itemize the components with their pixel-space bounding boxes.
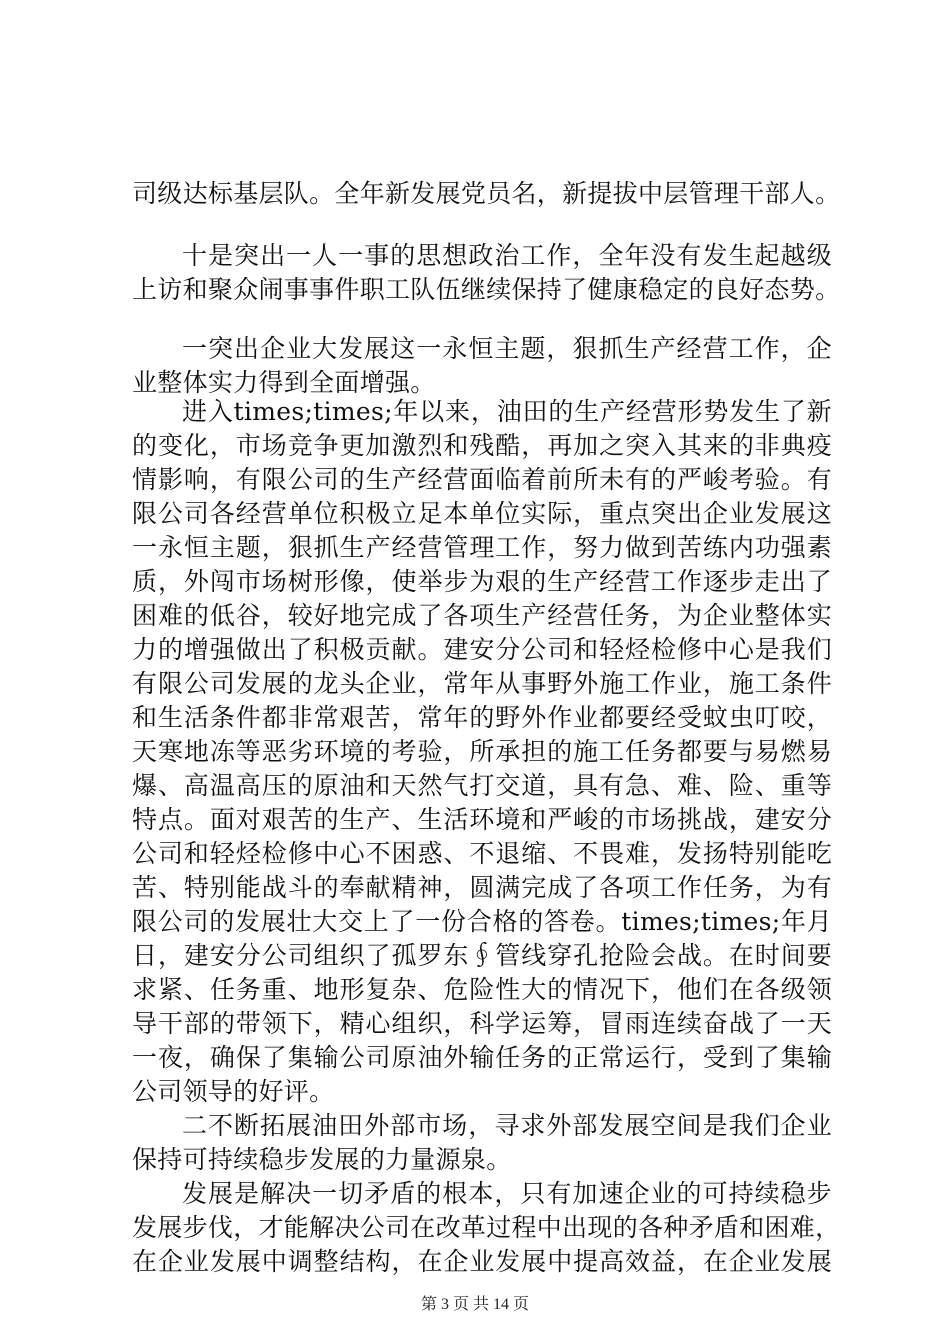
body-line: 一突出企业大发展这一永恒主题，狠抓生产经营工作，企 — [182, 334, 832, 363]
body-line: 导干部的带领下，精心组织，科学运筹，冒雨连续奋战了一天 — [132, 1009, 832, 1038]
body-line: 日，建安分公司组织了孤罗东∮管线穿孔抢险会战。在时间要 — [132, 941, 832, 970]
body-line: 一永恒主题，狠抓生产经营管理工作，努力做到苦练内功强素 — [132, 533, 832, 562]
body-line: 有限公司发展的龙头企业，常年从事野外施工作业，施工条件 — [132, 669, 832, 698]
body-line: 司级达标基层队。全年新发展党员名，新提拔中层管理干部人。 — [132, 179, 841, 208]
body-line: 和生活条件都非常艰苦，常年的野外作业都要经受蚊虫叮咬， — [132, 703, 832, 732]
body-line: 二不断拓展油田外部市场，寻求外部发展空间是我们企业 — [182, 1111, 832, 1140]
body-line: 发展是解决一切矛盾的根本，只有加速企业的可持续稳步 — [182, 1179, 832, 1208]
body-line: 十是突出一人一事的思想政治工作，全年没有发生起越级 — [182, 241, 832, 270]
body-line: 一夜，确保了集输公司原油外输任务的正常运行，受到了集输 — [132, 1043, 832, 1072]
body-line: 保持可持续稳步发展的力量源泉。 — [132, 1145, 512, 1174]
body-line: 发展步伐，才能解决公司在改革过程中出现的各种矛盾和困难， — [132, 1213, 841, 1242]
body-line: 限公司的发展壮大交上了一份合格的答卷。times;times;年月 — [132, 907, 832, 936]
body-line: 特点。面对艰苦的生产、生活环境和严峻的市场挑战，建安分 — [132, 805, 832, 834]
body-line: 天寒地冻等恶劣环境的考验，所承担的施工任务都要与易燃易 — [132, 737, 832, 766]
body-line: 限公司各经营单位积极立足本单位实际，重点突出企业发展这 — [132, 499, 832, 528]
body-line: 困难的低谷，较好地完成了各项生产经营任务，为企业整体实 — [132, 601, 832, 630]
body-line: 上访和聚众闹事事件职工队伍继续保持了健康稳定的良好态势。 — [132, 275, 841, 304]
body-line: 求紧、任务重、地形复杂、危险性大的情况下，他们在各级领 — [132, 975, 832, 1004]
body-line: 的变化，市场竞争更加激烈和残酷，再加之突入其来的非典疫 — [132, 431, 832, 460]
body-line: 在企业发展中调整结构，在企业发展中提高效益，在企业发展 — [132, 1247, 832, 1276]
body-line: 情影响，有限公司的生产经营面临着前所未有的严峻考验。有 — [132, 465, 832, 494]
page-number-footer: 第 3 页 共 14 页 — [420, 1296, 529, 1313]
body-line: 公司领导的好评。 — [132, 1077, 335, 1106]
body-line: 质，外闯市场树形像，使举步为艰的生产经营工作逐步走出了 — [132, 567, 832, 596]
body-line: 业整体实力得到全面增强。 — [132, 368, 436, 397]
body-line: 进入times;times;年以来，油田的生产经营形势发生了新 — [182, 397, 832, 426]
body-line: 爆、高温高压的原油和天然气打交道，具有急、难、险、重等 — [132, 771, 832, 800]
body-line: 力的增强做出了积极贡献。建安分公司和轻烃检修中心是我们 — [132, 635, 832, 664]
body-line: 公司和轻烃检修中心不困惑、不退缩、不畏难，发扬特别能吃 — [132, 839, 832, 868]
body-line: 苦、特别能战斗的奉献精神，圆满完成了各项工作任务，为有 — [132, 873, 832, 902]
